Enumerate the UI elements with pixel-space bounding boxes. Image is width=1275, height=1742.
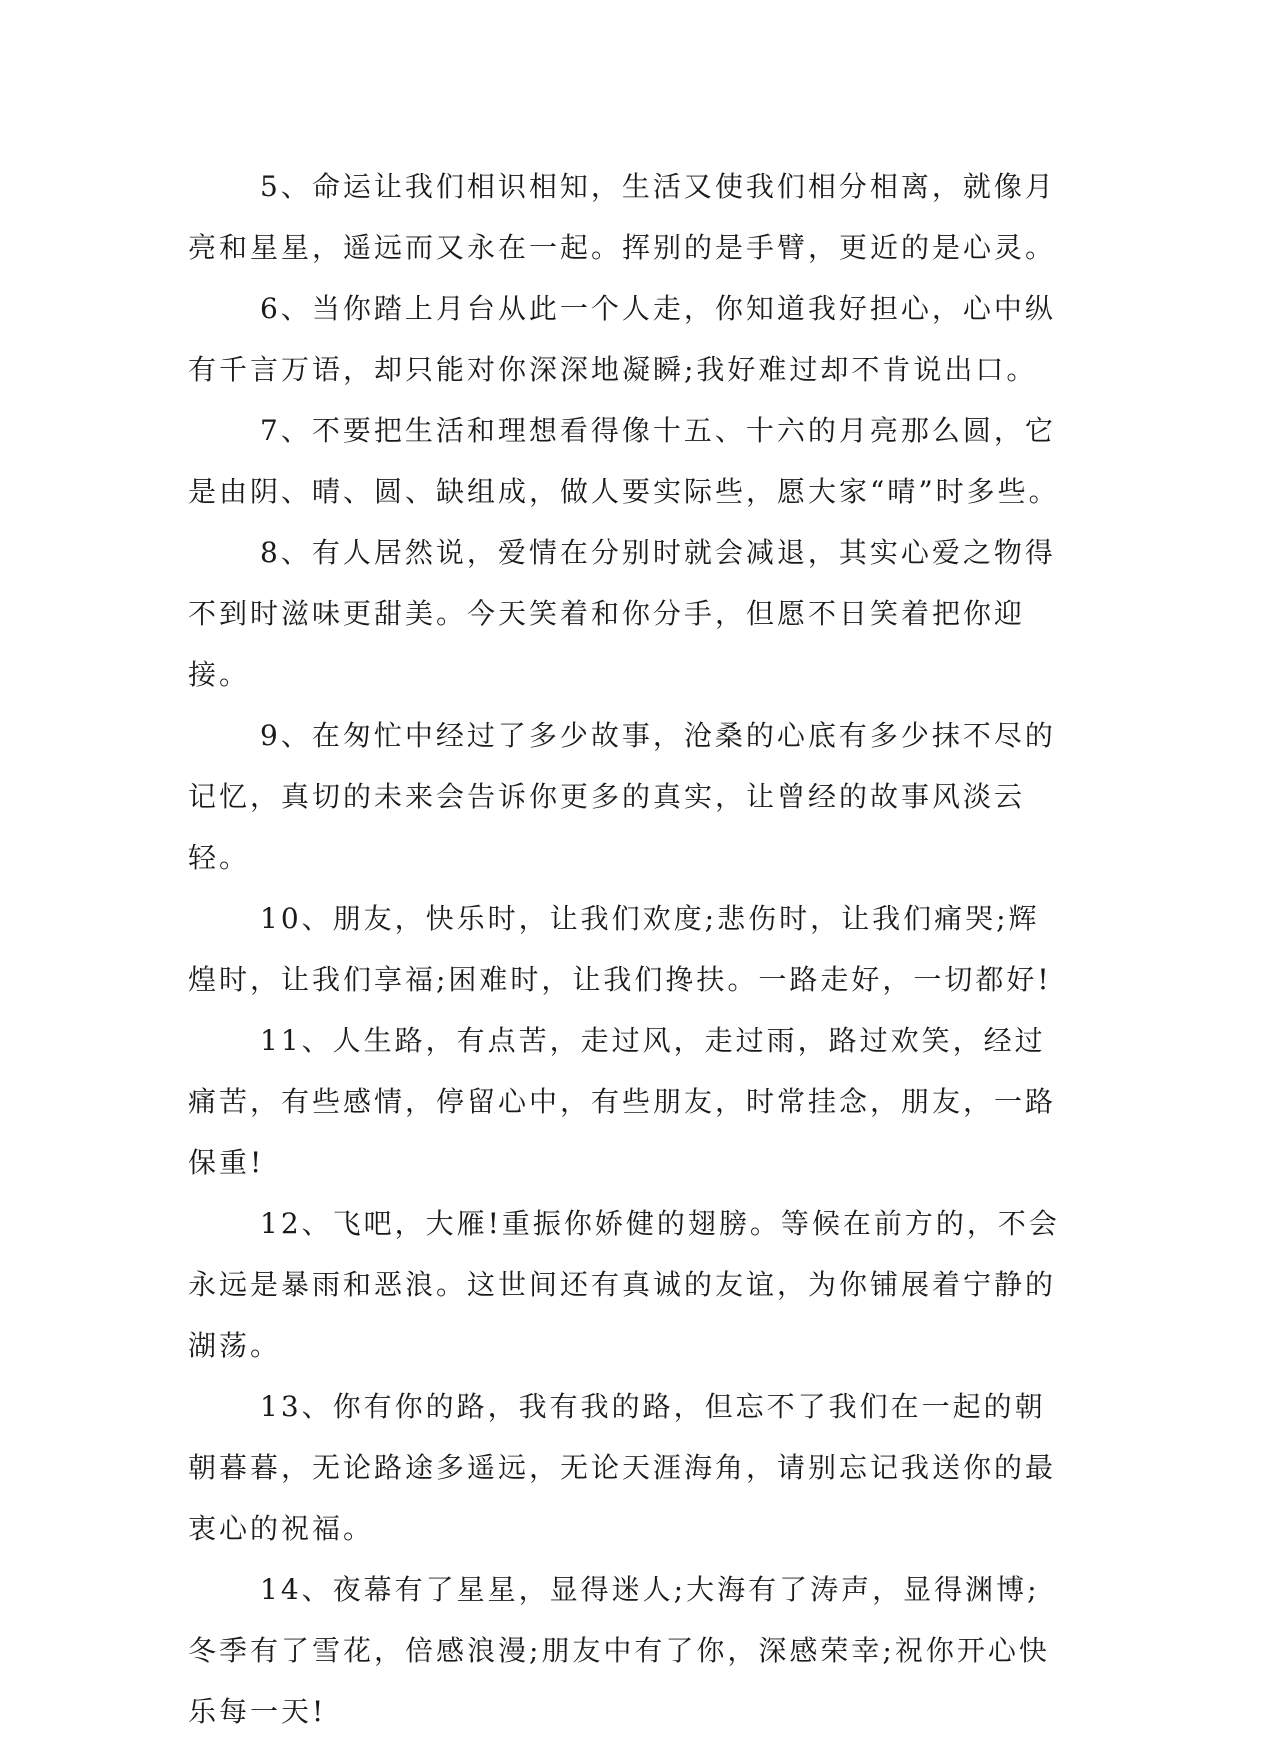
paragraph-8: 8、有人居然说，爱情在分别时就会减退，其实心爱之物得不到时滋味更甜美。今天笑着和你分手，但愿不日笑着把你迎接。 [188, 536, 1056, 691]
paragraph-14: 14、夜幕有了星星，显得迷人;大海有了涛声，显得渊博;冬季有了雪花，倍感浪漫;朋友中有了你，深感荣幸;祝你开心快乐每一天! [188, 1573, 1050, 1728]
paragraph-11: 11、人生路，有点苦，走过风，走过雨，路过欢笑，经过痛苦，有些感情，停留心中，有些朋友，时常挂念，朋友，一路保重! [188, 1024, 1057, 1179]
paragraph-5: 5、命运让我们相识相知，生活又使我们相分相离，就像月亮和星星，遥远而又永在一起。挥别的是手臂，更近的是心灵。 [188, 170, 1057, 264]
paragraph-10: 10、朋友，快乐时，让我们欢度;悲伤时，让我们痛哭;辉煌时，让我们享福;困难时，让我们搀扶。一路走好，一切都好! [188, 902, 1052, 996]
paragraph-6: 6、当你踏上月台从此一个人走，你知道我好担心，心中纵有千言万语，却只能对你深深地凝瞬;我好难过却不肯说出口。 [188, 292, 1056, 386]
paragraph-13: 13、你有你的路，我有我的路，但忘不了我们在一起的朝朝暮暮，无论路途多遥远，无论天涯海角，请别忘记我送你的最衷心的祝福。 [188, 1390, 1057, 1545]
paragraph-9: 9、在匆忙中经过了多少故事，沧桑的心底有多少抹不尽的记忆，真切的未来会告诉你更多的真实，让曾经的故事风淡云轻。 [188, 719, 1056, 874]
paragraph-7: 7、不要把生活和理想看得像十五、十六的月亮那么圆，它是由阴、晴、圆、缺组成，做人要实际些，愿大家“晴”时多些。 [188, 414, 1060, 508]
document-body [188, 156, 1068, 1742]
paragraph-12: 12、飞吧，大雁!重振你娇健的翅膀。等候在前方的，不会永远是暴雨和恶浪。这世间还有真诚的友谊，为你铺展着宁静的湖荡。 [188, 1207, 1060, 1362]
